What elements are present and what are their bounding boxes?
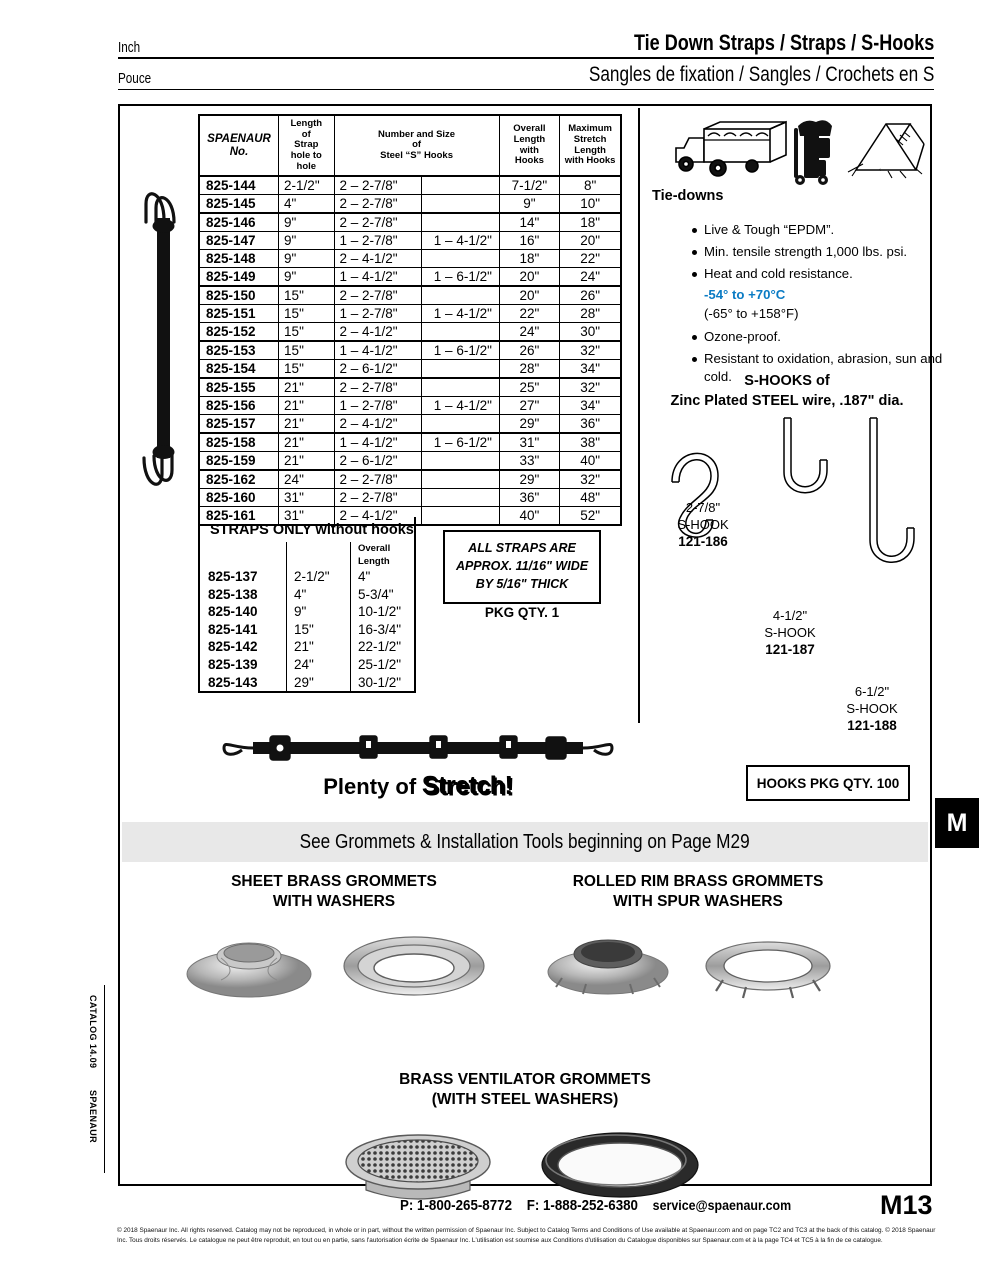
straps-cell-overall: 25-1/2" [358,656,402,672]
note-line-1: ALL STRAPS ARE [468,541,576,555]
unit-label-inch: Inch [118,39,141,56]
unit-label-pouce: Pouce [118,70,152,87]
cell-hook-1: 2 – 2-7/8" [334,378,422,397]
rolled-rim-title-2: WITH SPUR WASHERS [613,893,783,911]
rolled-rim-grommets-group [518,872,878,1000]
cell-max-stretch: 10" [560,195,621,214]
footer-fax: F: 1-888-252-6380 [526,1198,638,1214]
cell-strap-length: 4" [279,195,334,214]
cell-max-stretch: 48" [560,489,621,507]
straps-row [200,656,414,674]
straps-row [200,621,414,639]
cell-overall-length: 16" [499,232,560,250]
note-line-2: APPROX. 11/16" WIDE [455,559,589,574]
content-frame [118,104,943,1186]
s-hook-type-2: S-HOOK [764,624,816,640]
cell-strap-length: 2-1/2" [279,176,334,195]
cell-hook-1: 2 – 2-7/8" [334,176,422,195]
cell-max-stretch: 22" [560,250,621,268]
s-hook-pn-2: 121-187 [765,642,815,658]
table-row [199,378,621,397]
feature-bullet: Heat and cold resistance. [690,265,968,284]
sheet-brass-title-1: SHEET BRASS GROMMETS [231,873,437,890]
rolled-rim-grommet-icon [548,940,668,994]
footer-legal [117,1226,945,1247]
temp-range-celsius: -54° to +70°C [704,287,786,303]
rolled-rim-grommet-images [518,922,878,1000]
cell-strap-length: 31" [279,489,334,507]
straps-only-title: STRAPS ONLY without hooks [210,522,414,538]
tiedowns-feature-list [650,221,968,387]
cell-part-no: 825-150 [199,286,279,305]
cell-strap-length: 9" [279,232,334,250]
cell-part-no: 825-152 [199,323,279,342]
straps-cell-length: 24" [287,656,351,674]
cell-overall-length: 9" [499,195,560,214]
table-row [199,360,621,379]
straps-cell-length: 2-1/2" [287,568,351,586]
straps-cell-part-no: 825-138 [200,586,287,604]
straps-cell-part-no: 825-142 [200,638,287,656]
cell-hook-2: 1 – 6-1/2" [422,268,499,287]
cell-hook-2 [422,323,499,342]
legal-text-fr: © 2018 Spaenaur Inc. Tous droits réservés. Le catalogue ne peut être reproduit, en tout ou en partie, sans l'autorisation écrite de Spaenaur Inc. L'utilisation est soumise aux Conditions d'utilisation du Catalogue disponibles sur Spaenaur.com et à la page TC4 et TC5 à la fin de ce catalogue. [117,1227,936,1245]
cell-hook-1: 1 – 2-7/8" [334,232,422,250]
cell-max-stretch: 30" [560,323,621,342]
feature-bullet: Live & Tough “EPDM”. [690,221,968,240]
cell-overall-length: 22" [499,305,560,323]
cell-max-stretch: 34" [560,360,621,379]
straps-cell-length: 15" [287,621,351,639]
stretch-word: Stretch! [422,772,513,800]
cell-part-no: 825-157 [199,415,279,434]
cell-max-stretch: 32" [560,378,621,397]
cell-strap-length: 21" [279,415,334,434]
header-divider-top [118,57,934,59]
cell-strap-length: 21" [279,433,334,452]
s-hook-pn-3: 121-188 [847,718,897,734]
s-hook-label-1 [648,500,758,551]
straps-cell-overall: 30-1/2" [358,674,402,690]
table-row [199,286,621,305]
cell-part-no: 825-148 [199,250,279,268]
cell-max-stretch: 32" [560,341,621,360]
table-row [199,341,621,360]
cell-hook-2 [422,452,499,471]
ventilator-washer-icon [542,1133,698,1197]
cell-max-stretch: 26" [560,286,621,305]
feature-bullet: Resistant to oxidation, abrasion, sun and [690,350,968,369]
tent-icon [848,124,924,178]
s-hook-type-1: S-HOOK [677,516,729,532]
table-row [199,232,621,250]
truck-icon [676,122,786,176]
cell-strap-length: 24" [279,470,334,489]
s-hook-label-2 [730,608,850,659]
cell-hook-1: 2 – 4-1/2" [334,323,422,342]
cell-strap-length: 15" [279,305,334,323]
straps-cell-length: 9" [287,603,351,621]
cell-hook-2 [422,286,499,305]
cell-part-no: 825-144 [199,176,279,195]
footer-email[interactable]: service@spaenaur.com [652,1198,792,1213]
straps-cell-length: 4" [287,586,351,604]
cell-max-stretch: 36" [560,415,621,434]
straps-cell-overall: 10-1/2" [358,604,402,620]
header-divider-bottom [118,89,934,90]
straps-cell-part-no: 825-140 [200,603,287,621]
straps-only-table [198,517,416,693]
cell-overall-length: 26" [499,341,560,360]
ventilator-title-2: (WITH STEEL WASHERS) [431,1091,619,1109]
straps-cell-part-no: 825-137 [200,568,287,586]
legal-text-en: © 2018 Spaenaur Inc. All rights reserved. Catalog may not be reproduced, in whole or in part, without the written permission of Spaenaur Inc. Subject to Catalog Terms and Conditions of Use available at Spaenaur.com and on page TC2 and TC3 at the back of this catalog. [117,1227,884,1234]
straps-row [200,674,414,692]
col-header-strap-length: Length of Strap hole to hole [279,115,334,176]
s-hook-size-2: 4-1/2" [772,608,808,623]
table-header-row [199,115,621,176]
table-row [199,397,621,415]
cell-hook-1: 1 – 4-1/2" [334,433,422,452]
straps-cell-length: 29" [287,674,351,692]
cell-strap-length: 15" [279,323,334,342]
cell-max-stretch: 20" [560,232,621,250]
straps-row [200,638,414,656]
column-divider [638,108,640,723]
cell-hook-2: 1 – 4-1/2" [422,305,499,323]
straps-only-body [200,568,414,691]
feature-bullet: Ozone-proof. [690,328,968,347]
cell-overall-length: 36" [499,489,560,507]
cell-hook-2: 1 – 4-1/2" [422,232,499,250]
cell-overall-length: 24" [499,323,560,342]
cell-part-no: 825-153 [199,341,279,360]
table-row [199,268,621,287]
stretch-strap-illustration [208,728,628,768]
cell-overall-length: 31" [499,433,560,452]
cell-hook-2 [422,176,499,195]
cell-strap-length: 21" [279,397,334,415]
cell-hook-1: 1 – 4-1/2" [334,268,422,287]
brand-label: SPAENAUR [88,1090,98,1144]
cell-hook-2 [422,213,499,232]
cell-overall-length: 29" [499,415,560,434]
cell-part-no: 825-161 [199,507,279,526]
cell-strap-length: 9" [279,213,334,232]
ventilator-grommet-icon [346,1135,490,1199]
cell-hook-1: 2 – 2-7/8" [334,213,422,232]
cell-hook-1: 2 – 2-7/8" [334,286,422,305]
grommets-banner[interactable] [122,822,928,862]
hooks-pkg-qty-text: HOOKS PKG QTY. 100 [756,775,900,791]
table-row [199,195,621,214]
cell-max-stretch: 18" [560,213,621,232]
cell-part-no: 825-160 [199,489,279,507]
straps-cell-overall: 4" [358,569,371,584]
table-row [199,176,621,195]
brass-ventilator-grommets-group [300,1070,750,1210]
s-hook-pn-1: 121-186 [678,534,728,550]
cell-hook-1: 1 – 2-7/8" [334,397,422,415]
hand-truck-icon [794,120,832,185]
cell-max-stretch: 52" [560,507,621,526]
cell-overall-length: 20" [499,286,560,305]
table-row [199,323,621,342]
straps-cell-length: 21" [287,638,351,656]
s-hook-medium [784,418,827,493]
cell-max-stretch: 38" [560,433,621,452]
bungee-cord-illustration [134,174,192,504]
col-header-overall-length: Overall Length with Hooks [499,115,560,176]
tiedown-strap-spec-table [198,114,622,526]
sheet-brass-title-2: WITH WASHERS [272,893,396,911]
section-tab-m[interactable] [935,798,979,848]
grommet-with-washer-icon [187,943,311,997]
cell-part-no: 825-149 [199,268,279,287]
cell-strap-length: 9" [279,250,334,268]
straps-row [200,586,414,604]
cell-hook-1: 2 – 6-1/2" [334,452,422,471]
strap-dimensions-note [443,530,601,604]
straps-blank-1 [200,542,287,568]
s-hook-label-3 [812,684,932,735]
grommets-banner-text: See Grommets & Installation Tools beginning on Page M29 [299,830,751,853]
ventilator-title-1: BRASS VENTILATOR GROMMETS [399,1071,651,1088]
cell-part-no: 825-158 [199,433,279,452]
cell-max-stretch: 32" [560,470,621,489]
cell-hook-1: 1 – 4-1/2" [334,341,422,360]
straps-cell-overall: 22-1/2" [358,639,402,655]
cell-hook-2 [422,250,499,268]
s-hooks-illustration [642,416,932,716]
catalog-version-label: CATALOG 14.09 [88,995,98,1069]
cell-hook-1: 2 – 6-1/2" [334,360,422,379]
table-row [199,250,621,268]
cell-hook-1: 1 – 2-7/8" [334,305,422,323]
table-row [199,452,621,471]
stretch-tagline [208,772,628,801]
straps-row [200,568,414,586]
col-header-max-stretch: Maximum Stretch Length with Hooks [560,115,621,176]
cell-strap-length: 9" [279,268,334,287]
feature-bullet: Min. tensile strength 1,000 lbs. psi. [690,243,968,262]
cell-overall-length: 33" [499,452,560,471]
straps-cell-part-no: 825-139 [200,656,287,674]
cell-hook-2 [422,195,499,214]
table-row [199,415,621,434]
cell-hook-1: 2 – 2-7/8" [334,470,422,489]
s-hook-large [870,418,914,562]
page-header [118,30,934,90]
straps-cell-overall: 16-3/4" [358,621,402,637]
note-line-3: BY 5/16" THICK [475,577,569,592]
cell-strap-length: 15" [279,341,334,360]
s-hook-size-3: 6-1/2" [854,684,890,699]
tiedown-application-icons [648,114,928,186]
table-row [199,213,621,232]
cell-overall-length: 7-1/2" [499,176,560,195]
cell-max-stretch: 8" [560,176,621,195]
ventilator-grommet-images [300,1120,750,1210]
cell-part-no: 825-146 [199,213,279,232]
shooks-heading-line2: Zinc Plated STEEL wire, .187" dia. [670,392,904,409]
table-body [199,176,621,525]
straps-cell-part-no: 825-141 [200,621,287,639]
col-header-hooks: Number and Size of Steel “S” Hooks [334,115,499,176]
cell-part-no: 825-151 [199,305,279,323]
cell-overall-length: 29" [499,470,560,489]
cell-max-stretch: 34" [560,397,621,415]
cell-hook-1: 2 – 4-1/2" [334,507,422,526]
s-hook-type-3: S-HOOK [846,700,898,716]
cell-part-no: 825-156 [199,397,279,415]
cell-hook-2 [422,489,499,507]
cell-max-stretch: 40" [560,452,621,471]
side-rule [104,985,105,1173]
cell-overall-length: 40" [499,507,560,526]
sheet-brass-grommet-images [164,922,504,1000]
cell-part-no: 825-145 [199,195,279,214]
cell-hook-2: 1 – 4-1/2" [422,397,499,415]
temp-range-fahrenheit: (-65° to +158°F) [704,306,799,322]
straps-cell-overall: 5-3/4" [358,586,394,602]
hooks-pkg-qty-box [746,765,910,801]
spur-washer-icon [706,942,830,998]
right-info-column [642,106,943,734]
cell-hook-2 [422,360,499,379]
footer-contact [400,1198,805,1214]
straps-blank-2 [287,542,351,568]
shooks-heading-line1: S-HOOKS of [744,373,830,389]
cell-hook-1: 2 – 4-1/2" [334,415,422,434]
cell-hook-1: 2 – 2-7/8" [334,195,422,214]
cell-part-no: 825-162 [199,470,279,489]
footer-phone[interactable]: P: 1-800-265-8772 [400,1198,512,1214]
s-hook-size-1: 2-7/8" [685,500,721,515]
col-header-part-no: SPAENAUR No. [199,115,279,176]
cell-strap-length: 31" [279,507,334,526]
cell-max-stretch: 24" [560,268,621,287]
cell-overall-length: 18" [499,250,560,268]
straps-overall-header: Overall Length [358,543,391,567]
cell-overall-length: 28" [499,360,560,379]
table-row [199,433,621,452]
page-number: M13 [880,1190,933,1220]
cell-part-no: 825-147 [199,232,279,250]
grommet-ring-icon [344,937,484,995]
cell-hook-2: 1 – 6-1/2" [422,341,499,360]
cell-overall-length: 25" [499,378,560,397]
cell-hook-2 [422,415,499,434]
cell-part-no: 825-155 [199,378,279,397]
table-row [199,489,621,507]
feature-bullet-continued: cold. [704,369,732,385]
cell-hook-1: 2 – 2-7/8" [334,489,422,507]
page-title-fr: Sangles de fixation / Sangles / Crochets en S [588,63,934,86]
cell-strap-length: 21" [279,378,334,397]
table-row [199,305,621,323]
cell-strap-length: 15" [279,360,334,379]
straps-cell-part-no: 825-143 [200,674,287,692]
rolled-rim-title-1: ROLLED RIM BRASS GROMMETS [572,873,824,890]
cell-strap-length: 15" [279,286,334,305]
table-row [199,470,621,489]
stretch-prefix: Plenty of [323,774,417,799]
cell-hook-2 [422,507,499,526]
page-title-en: Tie Down Straps / Straps / S-Hooks [633,30,934,55]
cell-hook-2 [422,470,499,489]
cell-overall-length: 14" [499,213,560,232]
cell-overall-length: 20" [499,268,560,287]
shooks-heading [642,372,932,411]
cell-strap-length: 21" [279,452,334,471]
straps-only-header-row [200,542,414,568]
cell-hook-1: 2 – 4-1/2" [334,250,422,268]
straps-row [200,603,414,621]
tiedowns-heading: Tie-downs [652,188,724,204]
cell-hook-2 [422,378,499,397]
cell-overall-length: 27" [499,397,560,415]
cell-max-stretch: 28" [560,305,621,323]
cell-part-no: 825-154 [199,360,279,379]
cell-hook-2: 1 – 6-1/2" [422,433,499,452]
section-tab-label: M [946,808,968,837]
cell-part-no: 825-159 [199,452,279,471]
strap-pkg-qty: PKG QTY. 1 [484,605,560,620]
sheet-brass-grommets-group [164,872,504,1000]
